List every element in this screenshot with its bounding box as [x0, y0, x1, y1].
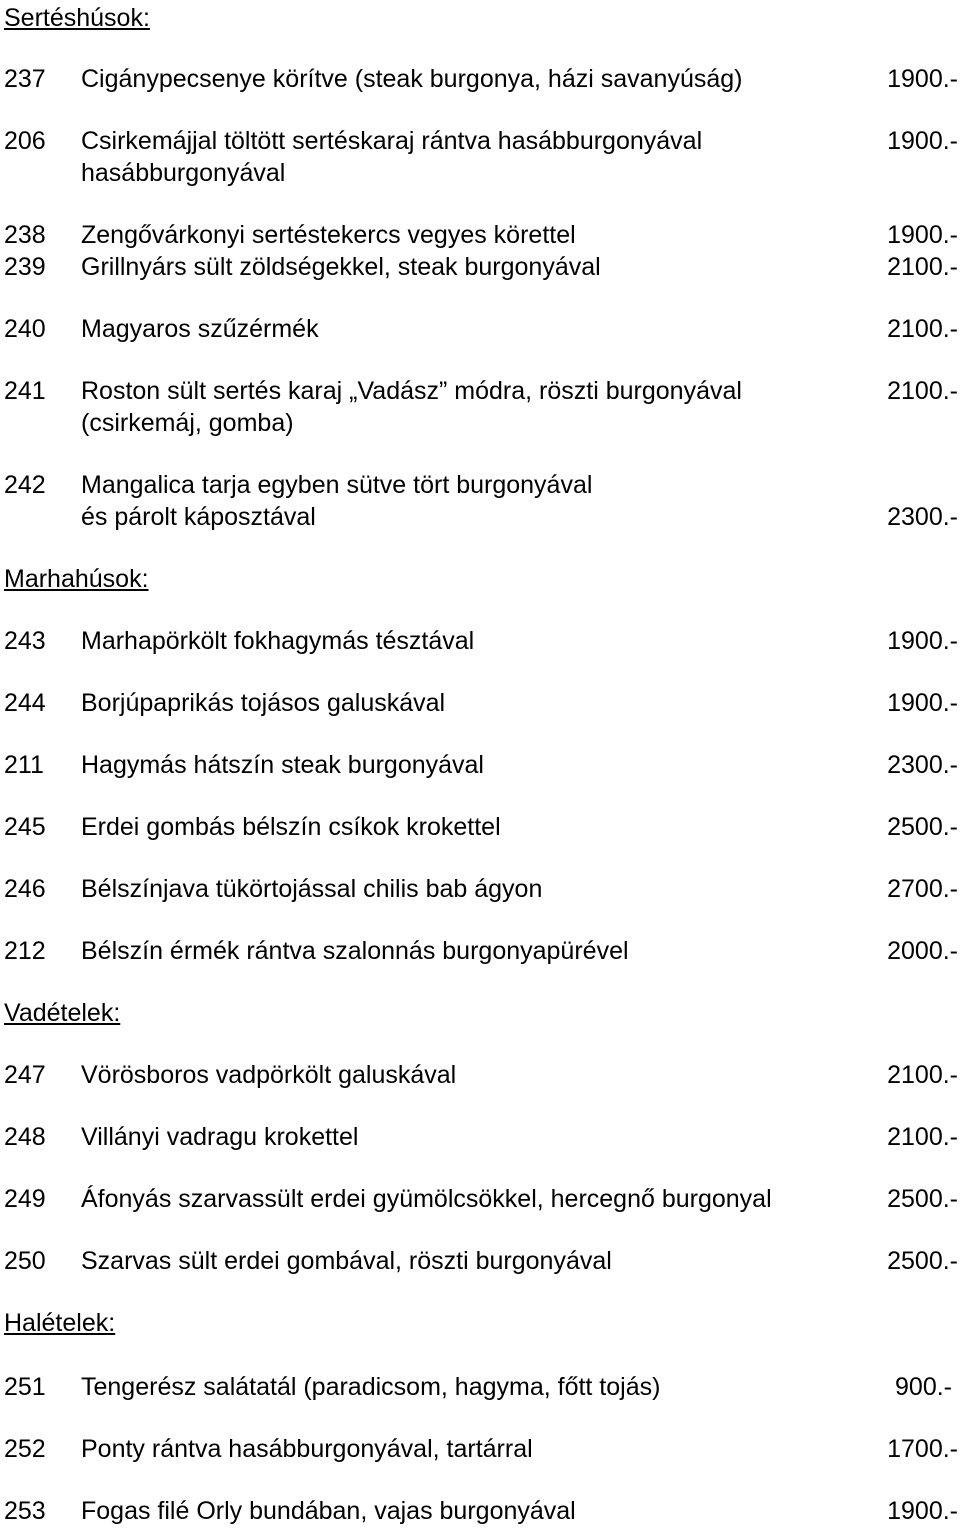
menu-item-212: [0, 934, 960, 968]
menu-item-253: [0, 1494, 960, 1528]
item-name: Mangalica tarja egyben sütve tört burgonyával: [81, 471, 593, 499]
item-number: 250: [4, 1247, 46, 1275]
item-price: 2500.-: [887, 1247, 958, 1275]
menu-item-237: [0, 62, 960, 96]
section-heading-fish: Halételek:: [4, 1309, 116, 1337]
menu-item-241-continuation: [0, 406, 960, 440]
item-price: 1900.-: [887, 689, 958, 717]
item-name: Magyaros szűzérmék: [81, 315, 319, 343]
menu-item-247: [0, 1058, 960, 1092]
menu-item-249: [0, 1182, 960, 1216]
menu-item-244: [0, 686, 960, 720]
menu-item-241: [0, 374, 960, 408]
item-price: 1900.-: [887, 627, 958, 655]
item-name: Cigánypecsenye körítve (steak burgonya, házi savanyúság): [81, 65, 743, 93]
item-name: Borjúpaprikás tojásos galuskával: [81, 689, 446, 717]
menu-item-250: [0, 1244, 960, 1278]
item-number: 206: [4, 127, 46, 155]
item-number: 248: [4, 1123, 46, 1151]
menu-item-211: [0, 748, 960, 782]
item-price: 2100.-: [887, 315, 958, 343]
menu-item-246: [0, 872, 960, 906]
menu-item-239: [0, 250, 960, 284]
menu-item-248: [0, 1120, 960, 1154]
item-price: 2500.-: [887, 1185, 958, 1213]
item-name: Grillnyárs sült zöldségekkel, steak burgonyával: [81, 253, 601, 281]
item-number: 211: [4, 751, 44, 779]
menu-item-242-continuation: [0, 500, 960, 534]
item-number: 244: [4, 689, 46, 717]
item-price: 2300.-: [887, 751, 958, 779]
item-price: 2100.-: [887, 1123, 958, 1151]
menu-item-206: [0, 124, 960, 158]
item-price: 1900.-: [887, 65, 958, 93]
item-number: 252: [4, 1435, 46, 1463]
menu-item-245: [0, 810, 960, 844]
item-name-continuation: és párolt káposztával: [81, 503, 316, 531]
item-number: 239: [4, 253, 46, 281]
menu-item-242: [0, 468, 960, 502]
item-name: Bélszín érmék rántva szalonnás burgonyapürével: [81, 937, 629, 965]
item-number: 253: [4, 1497, 46, 1525]
item-number: 251: [4, 1373, 46, 1401]
item-number: 212: [4, 937, 46, 965]
item-price: 2500.-: [887, 813, 958, 841]
item-price: 1900.-: [887, 221, 958, 249]
item-price: 2700.-: [887, 875, 958, 903]
item-name: Áfonyás szarvassült erdei gyümölcsökkel, hercegnő burgonyal: [81, 1185, 772, 1213]
item-price: 900.-: [895, 1373, 952, 1401]
item-number: 247: [4, 1061, 46, 1089]
item-name: Bélszínjava tükörtojással chilis bab ágyon: [81, 875, 543, 903]
item-name: Roston sült sertés karaj „Vadász” módra, röszti burgonyával: [81, 377, 742, 405]
item-number: 245: [4, 813, 46, 841]
menu-item-206-continuation: [0, 156, 960, 190]
menu-item-251: [0, 1370, 960, 1404]
item-price: 2100.-: [887, 1061, 958, 1089]
item-name: Hagymás hátszín steak burgonyával: [81, 751, 484, 779]
section-heading-beef: Marhahúsok:: [4, 565, 149, 593]
section-heading-pork: Sertéshúsok:: [4, 4, 150, 32]
item-number: 243: [4, 627, 46, 655]
menu-item-238: [0, 218, 960, 252]
item-name-continuation: (csirkemáj, gomba): [81, 409, 294, 437]
item-number: 238: [4, 221, 46, 249]
item-price: 2000.-: [887, 937, 958, 965]
item-number: 242: [4, 471, 46, 499]
item-name: Szarvas sült erdei gombával, röszti burgonyával: [81, 1247, 612, 1275]
item-name: Marhapörkölt fokhagymás tésztával: [81, 627, 475, 655]
item-number: 249: [4, 1185, 46, 1213]
menu-item-240: [0, 312, 960, 346]
menu-item-243: [0, 624, 960, 658]
item-name: Tengerész salátatál (paradicsom, hagyma, főtt tojás): [81, 1373, 661, 1401]
section-heading-game: Vadételek:: [4, 999, 121, 1027]
item-price: 1900.-: [887, 1497, 958, 1525]
item-name: Ponty rántva hasábburgonyával, tartárral: [81, 1435, 533, 1463]
item-price: 1900.-: [887, 127, 958, 155]
item-name: Zengővárkonyi sertéstekercs vegyes körettel: [81, 221, 576, 249]
item-price: 2100.-: [887, 377, 958, 405]
item-name: Villányi vadragu krokettel: [81, 1123, 359, 1151]
item-name: Vörösboros vadpörkölt galuskával: [81, 1061, 457, 1089]
item-name-continuation: hasábburgonyával: [81, 159, 286, 187]
item-price: 2300.-: [887, 503, 958, 531]
item-name: Fogas filé Orly bundában, vajas burgonyával: [81, 1497, 576, 1525]
item-name: Erdei gombás bélszín csíkok krokettel: [81, 813, 501, 841]
item-number: 241: [4, 377, 46, 405]
item-price: 2100.-: [887, 253, 958, 281]
item-number: 237: [4, 65, 46, 93]
item-name: Csirkemájjal töltött sertéskaraj rántva hasábburgonyával: [81, 127, 703, 155]
menu-item-252: [0, 1432, 960, 1466]
item-number: 246: [4, 875, 46, 903]
item-price: 1700.-: [887, 1435, 958, 1463]
item-number: 240: [4, 315, 46, 343]
